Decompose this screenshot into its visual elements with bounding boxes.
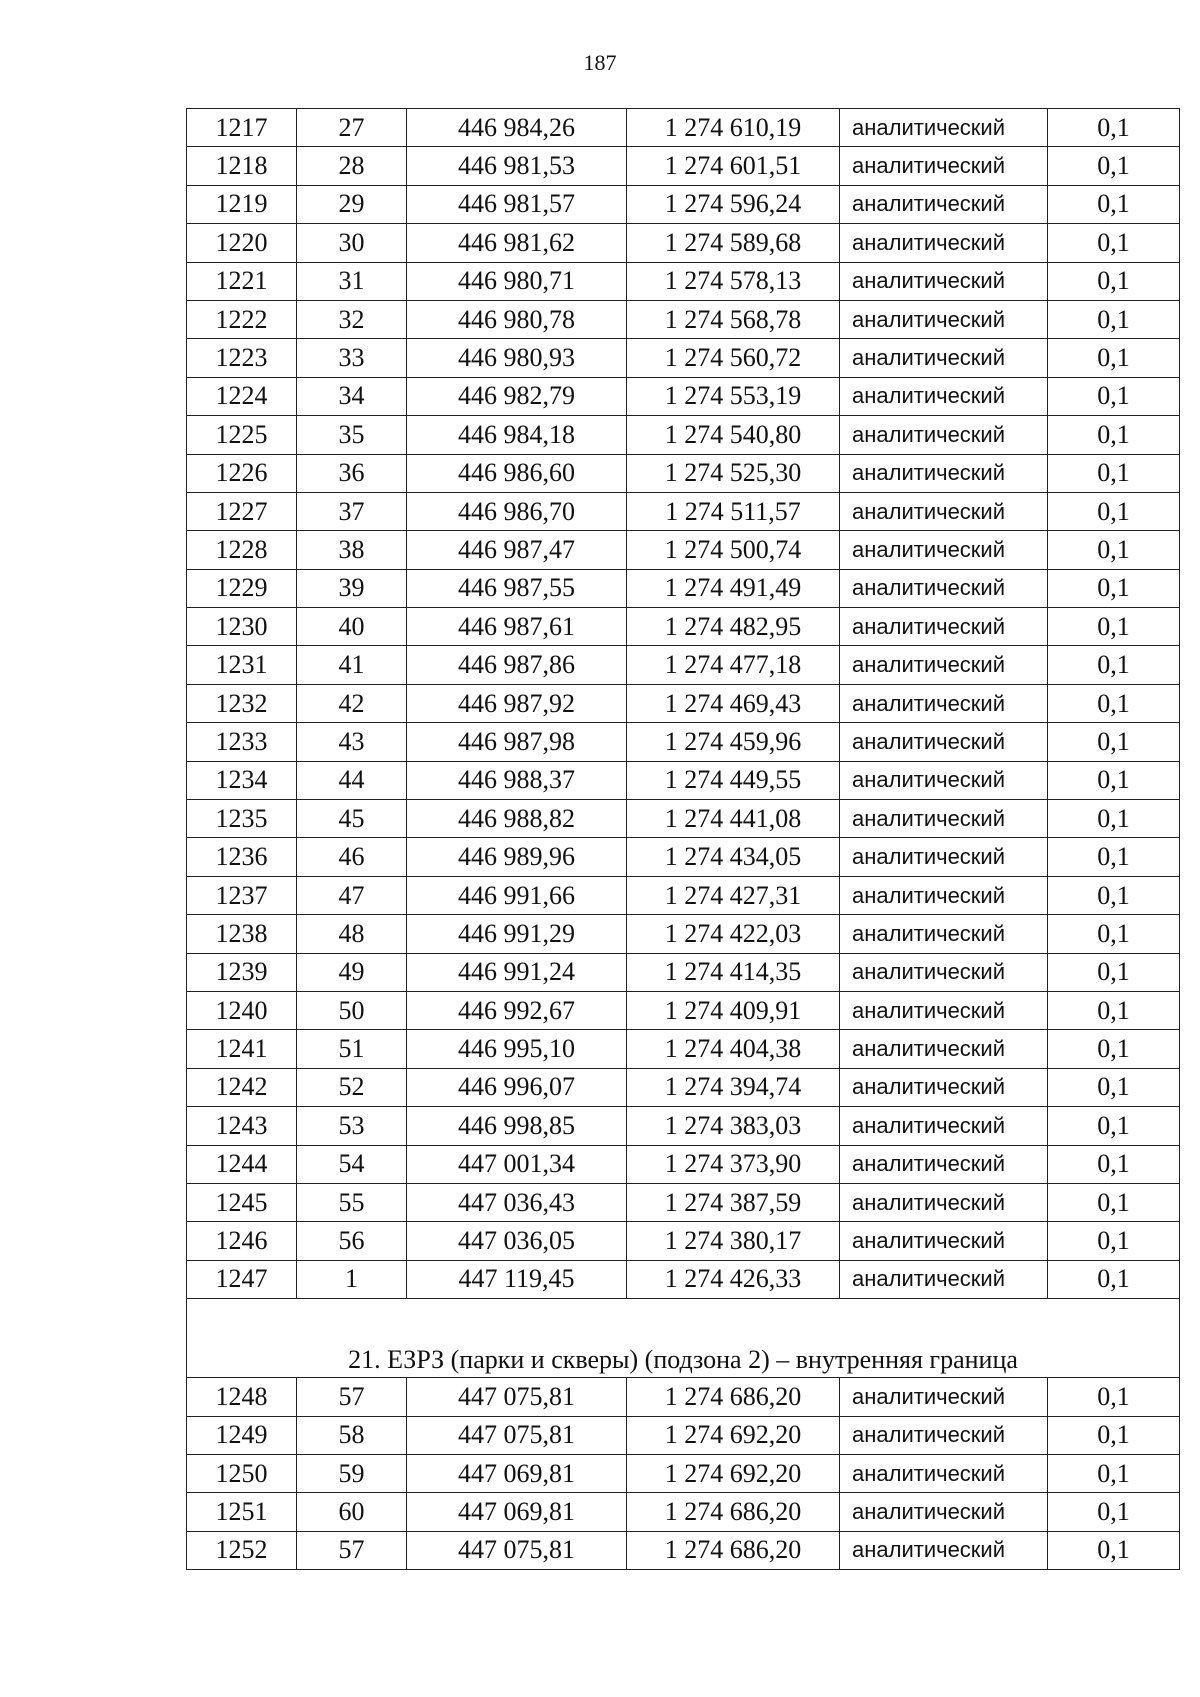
point-number-cell: 1247 (187, 1260, 297, 1298)
accuracy-cell: 0,1 (1048, 262, 1180, 300)
table-row (187, 224, 1180, 262)
vertex-number-cell: 58 (297, 1416, 407, 1454)
y-coordinate-cell: 1 274 578,13 (627, 262, 840, 300)
table-row (187, 723, 1180, 761)
method-cell: аналитический (840, 147, 1048, 185)
accuracy-cell: 0,1 (1048, 224, 1180, 262)
table-row (187, 1260, 1180, 1298)
vertex-number-cell: 45 (297, 800, 407, 838)
y-coordinate-cell: 1 274 525,30 (627, 454, 840, 492)
vertex-number-cell: 29 (297, 185, 407, 223)
vertex-number-cell: 59 (297, 1454, 407, 1492)
x-coordinate-cell: 446 987,55 (407, 569, 627, 607)
x-coordinate-cell: 446 992,67 (407, 991, 627, 1029)
vertex-number-cell: 38 (297, 531, 407, 569)
accuracy-cell: 0,1 (1048, 1531, 1180, 1569)
y-coordinate-cell: 1 274 383,03 (627, 1107, 840, 1145)
table-row (187, 492, 1180, 530)
x-coordinate-cell: 447 069,81 (407, 1493, 627, 1531)
point-number-cell: 1230 (187, 608, 297, 646)
method-cell: аналитический (840, 492, 1048, 530)
y-coordinate-cell: 1 274 427,31 (627, 876, 840, 914)
y-coordinate-cell: 1 274 686,20 (627, 1493, 840, 1531)
accuracy-cell: 0,1 (1048, 991, 1180, 1029)
accuracy-cell: 0,1 (1048, 684, 1180, 722)
point-number-cell: 1237 (187, 876, 297, 914)
x-coordinate-cell: 446 987,98 (407, 723, 627, 761)
table-row (187, 1183, 1180, 1221)
method-cell: аналитический (840, 185, 1048, 223)
vertex-number-cell: 34 (297, 377, 407, 415)
method-cell: аналитический (840, 761, 1048, 799)
method-cell: аналитический (840, 1454, 1048, 1492)
method-cell: аналитический (840, 300, 1048, 338)
vertex-number-cell: 30 (297, 224, 407, 262)
section-header-body (187, 1299, 1180, 1378)
method-cell: аналитический (840, 684, 1048, 722)
vertex-number-cell: 41 (297, 646, 407, 684)
point-number-cell: 1236 (187, 838, 297, 876)
point-number-cell: 1244 (187, 1145, 297, 1183)
point-number-cell: 1241 (187, 1030, 297, 1068)
table-body-after (187, 1378, 1180, 1570)
vertex-number-cell: 56 (297, 1222, 407, 1260)
x-coordinate-cell: 447 119,45 (407, 1260, 627, 1298)
vertex-number-cell: 31 (297, 262, 407, 300)
point-number-cell: 1218 (187, 147, 297, 185)
table-row (187, 1416, 1180, 1454)
x-coordinate-cell: 446 981,57 (407, 185, 627, 223)
table-row (187, 1030, 1180, 1068)
vertex-number-cell: 60 (297, 1493, 407, 1531)
method-cell: аналитический (840, 608, 1048, 646)
accuracy-cell: 0,1 (1048, 876, 1180, 914)
vertex-number-cell: 57 (297, 1378, 407, 1416)
y-coordinate-cell: 1 274 409,91 (627, 991, 840, 1029)
point-number-cell: 1239 (187, 953, 297, 991)
y-coordinate-cell: 1 274 560,72 (627, 339, 840, 377)
table-row (187, 339, 1180, 377)
point-number-cell: 1246 (187, 1222, 297, 1260)
table-row (187, 262, 1180, 300)
x-coordinate-cell: 446 984,26 (407, 109, 627, 147)
vertex-number-cell: 57 (297, 1531, 407, 1569)
y-coordinate-cell: 1 274 568,78 (627, 300, 840, 338)
point-number-cell: 1234 (187, 761, 297, 799)
table-row (187, 1493, 1180, 1531)
vertex-number-cell: 32 (297, 300, 407, 338)
method-cell: аналитический (840, 416, 1048, 454)
table-row (187, 1378, 1180, 1416)
point-number-cell: 1220 (187, 224, 297, 262)
table-row (187, 1068, 1180, 1106)
method-cell: аналитический (840, 1030, 1048, 1068)
accuracy-cell: 0,1 (1048, 1378, 1180, 1416)
accuracy-cell: 0,1 (1048, 569, 1180, 607)
accuracy-cell: 0,1 (1048, 339, 1180, 377)
point-number-cell: 1219 (187, 185, 297, 223)
point-number-cell: 1250 (187, 1454, 297, 1492)
table-row (187, 991, 1180, 1029)
x-coordinate-cell: 447 075,81 (407, 1416, 627, 1454)
y-coordinate-cell: 1 274 387,59 (627, 1183, 840, 1221)
method-cell: аналитический (840, 723, 1048, 761)
point-number-cell: 1235 (187, 800, 297, 838)
x-coordinate-cell: 447 036,05 (407, 1222, 627, 1260)
x-coordinate-cell: 446 980,78 (407, 300, 627, 338)
vertex-number-cell: 50 (297, 991, 407, 1029)
x-coordinate-cell: 446 987,92 (407, 684, 627, 722)
x-coordinate-cell: 447 069,81 (407, 1454, 627, 1492)
x-coordinate-cell: 446 980,93 (407, 339, 627, 377)
method-cell: аналитический (840, 224, 1048, 262)
accuracy-cell: 0,1 (1048, 300, 1180, 338)
vertex-number-cell: 33 (297, 339, 407, 377)
table-row (187, 569, 1180, 607)
method-cell: аналитический (840, 876, 1048, 914)
table-row (187, 1222, 1180, 1260)
vertex-number-cell: 40 (297, 608, 407, 646)
x-coordinate-cell: 446 986,70 (407, 492, 627, 530)
point-number-cell: 1243 (187, 1107, 297, 1145)
method-cell: аналитический (840, 646, 1048, 684)
x-coordinate-cell: 446 986,60 (407, 454, 627, 492)
vertex-number-cell: 1 (297, 1260, 407, 1298)
point-number-cell: 1232 (187, 684, 297, 722)
vertex-number-cell: 47 (297, 876, 407, 914)
point-number-cell: 1229 (187, 569, 297, 607)
method-cell: аналитический (840, 1183, 1048, 1221)
x-coordinate-cell: 446 998,85 (407, 1107, 627, 1145)
y-coordinate-cell: 1 274 610,19 (627, 109, 840, 147)
method-cell: аналитический (840, 953, 1048, 991)
y-coordinate-cell: 1 274 491,49 (627, 569, 840, 607)
table-row (187, 416, 1180, 454)
table-row (187, 185, 1180, 223)
accuracy-cell: 0,1 (1048, 761, 1180, 799)
x-coordinate-cell: 447 036,43 (407, 1183, 627, 1221)
table-row (187, 800, 1180, 838)
accuracy-cell: 0,1 (1048, 531, 1180, 569)
table-row (187, 1145, 1180, 1183)
accuracy-cell: 0,1 (1048, 1222, 1180, 1260)
method-cell: аналитический (840, 454, 1048, 492)
table-row (187, 1531, 1180, 1569)
point-number-cell: 1238 (187, 915, 297, 953)
table-row (187, 109, 1180, 147)
y-coordinate-cell: 1 274 686,20 (627, 1378, 840, 1416)
accuracy-cell: 0,1 (1048, 608, 1180, 646)
accuracy-cell: 0,1 (1048, 492, 1180, 530)
section-title: 21. ЕЗРЗ (парки и скверы) (подзона 2) – внутренняя граница (187, 1299, 1180, 1378)
y-coordinate-cell: 1 274 373,90 (627, 1145, 840, 1183)
x-coordinate-cell: 446 991,29 (407, 915, 627, 953)
vertex-number-cell: 28 (297, 147, 407, 185)
vertex-number-cell: 55 (297, 1183, 407, 1221)
accuracy-cell: 0,1 (1048, 454, 1180, 492)
accuracy-cell: 0,1 (1048, 1493, 1180, 1531)
table-row (187, 147, 1180, 185)
point-number-cell: 1226 (187, 454, 297, 492)
vertex-number-cell: 43 (297, 723, 407, 761)
method-cell: аналитический (840, 109, 1048, 147)
accuracy-cell: 0,1 (1048, 723, 1180, 761)
table-row (187, 531, 1180, 569)
method-cell: аналитический (840, 1145, 1048, 1183)
method-cell: аналитический (840, 915, 1048, 953)
table-row (187, 608, 1180, 646)
method-cell: аналитический (840, 1107, 1048, 1145)
vertex-number-cell: 42 (297, 684, 407, 722)
y-coordinate-cell: 1 274 380,17 (627, 1222, 840, 1260)
x-coordinate-cell: 446 991,66 (407, 876, 627, 914)
x-coordinate-cell: 447 001,34 (407, 1145, 627, 1183)
vertex-number-cell: 49 (297, 953, 407, 991)
method-cell: аналитический (840, 800, 1048, 838)
x-coordinate-cell: 446 987,47 (407, 531, 627, 569)
vertex-number-cell: 37 (297, 492, 407, 530)
accuracy-cell: 0,1 (1048, 838, 1180, 876)
method-cell: аналитический (840, 1378, 1048, 1416)
x-coordinate-cell: 446 991,24 (407, 953, 627, 991)
table-row (187, 761, 1180, 799)
accuracy-cell: 0,1 (1048, 1416, 1180, 1454)
method-cell: аналитический (840, 377, 1048, 415)
method-cell: аналитический (840, 1493, 1048, 1531)
accuracy-cell: 0,1 (1048, 1068, 1180, 1106)
accuracy-cell: 0,1 (1048, 1454, 1180, 1492)
vertex-number-cell: 39 (297, 569, 407, 607)
accuracy-cell: 0,1 (1048, 915, 1180, 953)
x-coordinate-cell: 446 996,07 (407, 1068, 627, 1106)
y-coordinate-cell: 1 274 477,18 (627, 646, 840, 684)
table-row (187, 953, 1180, 991)
accuracy-cell: 0,1 (1048, 109, 1180, 147)
table-row (187, 646, 1180, 684)
y-coordinate-cell: 1 274 422,03 (627, 915, 840, 953)
y-coordinate-cell: 1 274 540,80 (627, 416, 840, 454)
table-row (187, 377, 1180, 415)
x-coordinate-cell: 447 075,81 (407, 1531, 627, 1569)
point-number-cell: 1222 (187, 300, 297, 338)
x-coordinate-cell: 446 982,79 (407, 377, 627, 415)
method-cell: аналитический (840, 339, 1048, 377)
accuracy-cell: 0,1 (1048, 1183, 1180, 1221)
vertex-number-cell: 48 (297, 915, 407, 953)
coordinates-table (186, 108, 1180, 1570)
table-row (187, 1107, 1180, 1145)
point-number-cell: 1251 (187, 1493, 297, 1531)
y-coordinate-cell: 1 274 596,24 (627, 185, 840, 223)
accuracy-cell: 0,1 (1048, 1260, 1180, 1298)
point-number-cell: 1223 (187, 339, 297, 377)
y-coordinate-cell: 1 274 692,20 (627, 1454, 840, 1492)
table-row (187, 915, 1180, 953)
accuracy-cell: 0,1 (1048, 416, 1180, 454)
y-coordinate-cell: 1 274 459,96 (627, 723, 840, 761)
accuracy-cell: 0,1 (1048, 646, 1180, 684)
point-number-cell: 1233 (187, 723, 297, 761)
vertex-number-cell: 44 (297, 761, 407, 799)
accuracy-cell: 0,1 (1048, 953, 1180, 991)
method-cell: аналитический (840, 262, 1048, 300)
x-coordinate-cell: 446 981,53 (407, 147, 627, 185)
vertex-number-cell: 46 (297, 838, 407, 876)
x-coordinate-cell: 446 981,62 (407, 224, 627, 262)
method-cell: аналитический (840, 1222, 1048, 1260)
method-cell: аналитический (840, 991, 1048, 1029)
vertex-number-cell: 35 (297, 416, 407, 454)
y-coordinate-cell: 1 274 511,57 (627, 492, 840, 530)
y-coordinate-cell: 1 274 601,51 (627, 147, 840, 185)
y-coordinate-cell: 1 274 434,05 (627, 838, 840, 876)
table-row (187, 838, 1180, 876)
point-number-cell: 1240 (187, 991, 297, 1029)
method-cell: аналитический (840, 569, 1048, 607)
y-coordinate-cell: 1 274 692,20 (627, 1416, 840, 1454)
accuracy-cell: 0,1 (1048, 1107, 1180, 1145)
vertex-number-cell: 53 (297, 1107, 407, 1145)
method-cell: аналитический (840, 838, 1048, 876)
point-number-cell: 1221 (187, 262, 297, 300)
point-number-cell: 1242 (187, 1068, 297, 1106)
y-coordinate-cell: 1 274 500,74 (627, 531, 840, 569)
point-number-cell: 1231 (187, 646, 297, 684)
point-number-cell: 1248 (187, 1378, 297, 1416)
y-coordinate-cell: 1 274 404,38 (627, 1030, 840, 1068)
vertex-number-cell: 54 (297, 1145, 407, 1183)
x-coordinate-cell: 446 980,71 (407, 262, 627, 300)
method-cell: аналитический (840, 1531, 1048, 1569)
accuracy-cell: 0,1 (1048, 800, 1180, 838)
point-number-cell: 1224 (187, 377, 297, 415)
table-row (187, 876, 1180, 914)
method-cell: аналитический (840, 1260, 1048, 1298)
point-number-cell: 1252 (187, 1531, 297, 1569)
y-coordinate-cell: 1 274 469,43 (627, 684, 840, 722)
x-coordinate-cell: 446 995,10 (407, 1030, 627, 1068)
x-coordinate-cell: 446 987,86 (407, 646, 627, 684)
x-coordinate-cell: 446 984,18 (407, 416, 627, 454)
table-row (187, 300, 1180, 338)
method-cell: аналитический (840, 531, 1048, 569)
page-number: 187 (583, 50, 617, 75)
method-cell: аналитический (840, 1416, 1048, 1454)
accuracy-cell: 0,1 (1048, 1145, 1180, 1183)
y-coordinate-cell: 1 274 553,19 (627, 377, 840, 415)
x-coordinate-cell: 446 988,37 (407, 761, 627, 799)
accuracy-cell: 0,1 (1048, 185, 1180, 223)
y-coordinate-cell: 1 274 482,95 (627, 608, 840, 646)
point-number-cell: 1249 (187, 1416, 297, 1454)
x-coordinate-cell: 446 988,82 (407, 800, 627, 838)
point-number-cell: 1228 (187, 531, 297, 569)
vertex-number-cell: 36 (297, 454, 407, 492)
y-coordinate-cell: 1 274 441,08 (627, 800, 840, 838)
point-number-cell: 1217 (187, 109, 297, 147)
point-number-cell: 1227 (187, 492, 297, 530)
table-row (187, 454, 1180, 492)
table-row (187, 684, 1180, 722)
section-header-row (187, 1299, 1180, 1378)
vertex-number-cell: 27 (297, 109, 407, 147)
y-coordinate-cell: 1 274 686,20 (627, 1531, 840, 1569)
table-body-before (187, 109, 1180, 1299)
vertex-number-cell: 52 (297, 1068, 407, 1106)
x-coordinate-cell: 446 987,61 (407, 608, 627, 646)
accuracy-cell: 0,1 (1048, 377, 1180, 415)
accuracy-cell: 0,1 (1048, 147, 1180, 185)
point-number-cell: 1245 (187, 1183, 297, 1221)
accuracy-cell: 0,1 (1048, 1030, 1180, 1068)
vertex-number-cell: 51 (297, 1030, 407, 1068)
x-coordinate-cell: 447 075,81 (407, 1378, 627, 1416)
point-number-cell: 1225 (187, 416, 297, 454)
table-row (187, 1454, 1180, 1492)
x-coordinate-cell: 446 989,96 (407, 838, 627, 876)
y-coordinate-cell: 1 274 426,33 (627, 1260, 840, 1298)
method-cell: аналитический (840, 1068, 1048, 1106)
y-coordinate-cell: 1 274 449,55 (627, 761, 840, 799)
y-coordinate-cell: 1 274 394,74 (627, 1068, 840, 1106)
y-coordinate-cell: 1 274 589,68 (627, 224, 840, 262)
y-coordinate-cell: 1 274 414,35 (627, 953, 840, 991)
